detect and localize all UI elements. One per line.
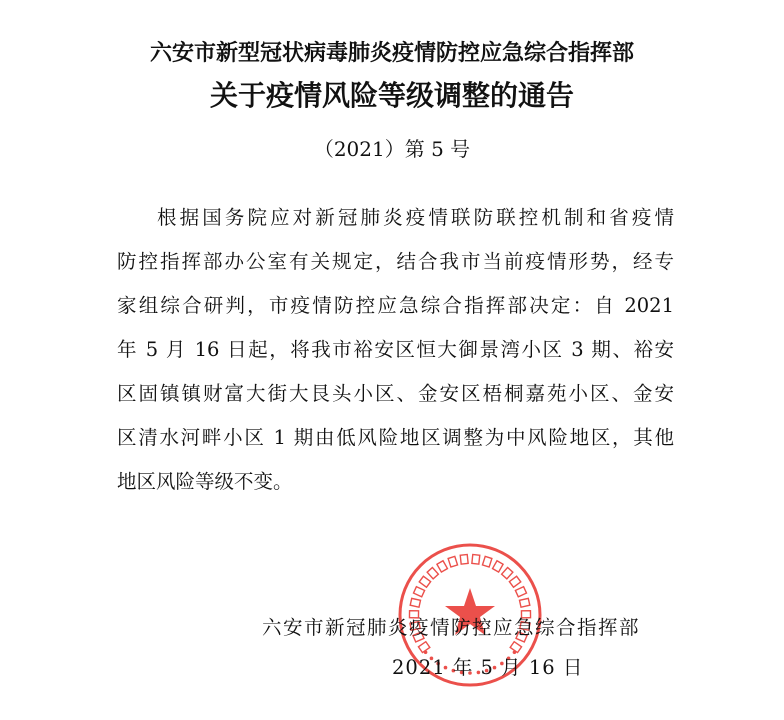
seal-glyph-mark	[437, 561, 448, 572]
body-line: 防控指挥部办公室有关规定，结合我市当前疫情形势，经专	[117, 250, 674, 273]
seal-glyph-mark	[448, 556, 457, 567]
seal-glyph-mark	[418, 642, 429, 653]
notice-title: 关于疫情风险等级调整的通告	[209, 79, 574, 112]
signature: 六安市新冠肺炎疫情防控应急综合指挥部	[262, 616, 641, 639]
body-line: 区固镇镇财富大街大艮头小区、金安区梧桐嘉苑小区、金安	[117, 382, 674, 405]
seal-glyph-mark	[414, 587, 425, 597]
seal-glyph-mark	[509, 576, 520, 587]
document-number: （2021）第 5 号	[313, 137, 471, 161]
seal-glyph-mark	[502, 567, 513, 578]
seal-glyph-mark	[410, 598, 420, 607]
issuer-heading: 六安市新型冠状病毒肺炎疫情防控应急综合指挥部	[149, 40, 634, 66]
seal-glyph-mark	[419, 576, 430, 587]
body-line: 家组综合研判，市疫情防控应急综合指挥部决定：自 2021	[117, 294, 674, 317]
seal-glyph-mark	[472, 554, 480, 564]
body-line: 根据国务院应对新冠肺炎疫情联防联控机制和省疫情	[157, 206, 674, 229]
seal-glyph-mark	[493, 561, 504, 572]
seal-glyph-mark	[460, 554, 468, 564]
body-line: 地区风险等级不变。	[117, 470, 293, 493]
issue-date: 2021 年 5 月 16 日	[392, 656, 584, 679]
seal-glyph-mark	[515, 587, 526, 597]
body-line: 区清水河畔小区 1 期由低风险地区调整为中风险地区，其他	[117, 426, 674, 449]
seal-glyph-mark	[510, 642, 521, 653]
notice-body	[117, 204, 674, 512]
seal-glyph-mark	[519, 598, 529, 607]
body-line: 年 5 月 16 日起，将我市裕安区恒大御景湾小区 3 期、裕安	[117, 338, 674, 361]
seal-glyph-mark	[482, 556, 491, 567]
seal-glyph-mark	[427, 567, 438, 578]
